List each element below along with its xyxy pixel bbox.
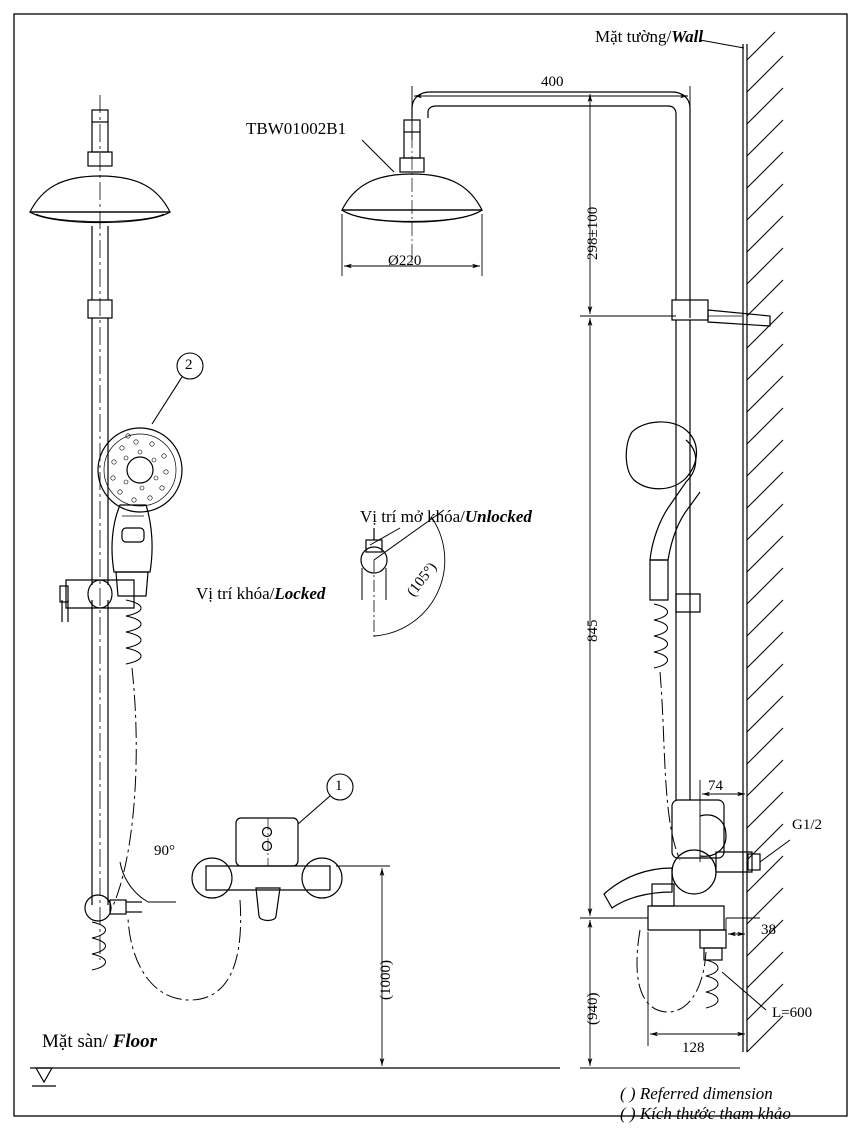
dim-bracket-angle: 90° — [154, 843, 175, 859]
locked-label: Vị trí khóa/Locked — [196, 584, 326, 603]
dim-head-height: 298±100 — [585, 206, 601, 260]
floor-line — [30, 1068, 560, 1086]
dim-spout-projection: 74 — [708, 778, 723, 794]
dim-riser-height: 845 — [585, 619, 601, 642]
dim-handset-height: (1000) — [378, 960, 394, 1000]
dim-head-diameter: Ø220 — [388, 253, 422, 269]
callout-2-label: 2 — [185, 357, 193, 373]
callout-1-label: 1 — [335, 778, 343, 794]
dim-base-depth: 128 — [682, 1040, 705, 1056]
floor-label: Mặt sàn/ Floor — [42, 1031, 158, 1052]
dim-unlock-angle: (105°) — [404, 559, 441, 600]
note-referred-dimension: ( ) Referred dimension — [620, 1084, 773, 1103]
dim-arm-length: 400 — [541, 74, 564, 90]
dim-faucet-height: (940) — [585, 992, 601, 1025]
dim-thread-size: G1/2 — [792, 817, 822, 833]
unlocked-label: Vị trí mở khóa/Unlocked — [360, 507, 532, 526]
dimension-lines — [336, 86, 747, 1068]
dim-inlet-height: 38 — [761, 922, 776, 938]
wall-hatch — [700, 32, 783, 1052]
wall-label: Mặt tường/Wall — [595, 27, 704, 46]
model-label: TBW01002B1 — [246, 119, 347, 138]
dim-hose-length: L=600 — [772, 1005, 813, 1021]
front-elevation-view — [30, 95, 342, 1000]
note-kich-thuoc: ( ) Kích thước tham khảo — [620, 1104, 791, 1123]
